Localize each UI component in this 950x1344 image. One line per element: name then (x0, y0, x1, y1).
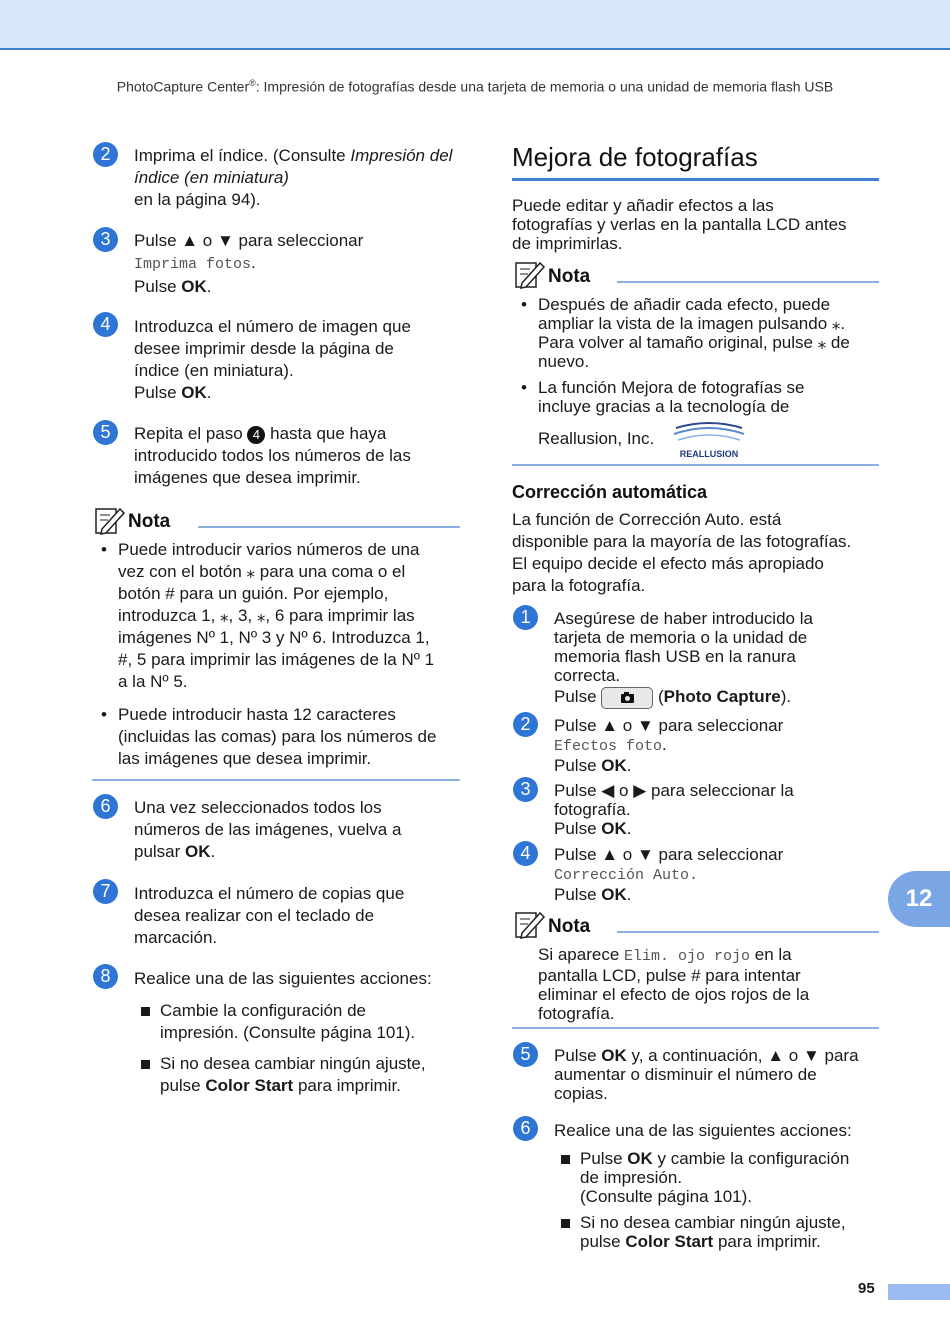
step-number: 4 (93, 312, 118, 337)
step-4-text: Pulse ▲ o ▼ para seleccionar Corrección Auto. Pulse OK. (554, 845, 784, 904)
step-number: 5 (93, 420, 118, 445)
note-pencil-icon (514, 909, 546, 944)
photo-capture-button-icon (601, 687, 653, 709)
chapter-tab: 12 (888, 871, 950, 927)
bullet-icon: • (101, 540, 107, 559)
step-number: 6 (513, 1116, 538, 1141)
square-bullet-icon (141, 1060, 150, 1069)
reallusion-text: Reallusion, Inc. (538, 429, 655, 448)
note-rule (617, 281, 879, 283)
page-number-bar (888, 1284, 950, 1300)
step-number: 3 (93, 227, 118, 252)
note-end-rule (512, 1027, 879, 1029)
intro-text: Puede editar y añadir efectos a las fotografías y verlas en la pantalla LCD antes de imprimirlas. (512, 196, 847, 253)
step-5-text: Pulse OK y, a continuación, ▲ o ▼ para aumentar o disminuir el número de copias. (554, 1046, 859, 1103)
top-band (0, 0, 950, 50)
option-item: Si no desea cambiar ningún ajuste, pulse Color Start para imprimir. (141, 1053, 461, 1097)
step-number: 4 (513, 841, 538, 866)
note-label: Nota (548, 266, 591, 287)
step-4-text: Introduzca el número de imagen que desee imprimir desde la página de índice (en miniatura). Pulse OK. (134, 317, 411, 402)
note-label: Nota (548, 916, 591, 937)
step-3-text: Pulse ◀ o ▶ para seleccionar la fotografía. Pulse OK. (554, 781, 794, 838)
bullet-icon: • (521, 378, 527, 397)
note-pencil-icon (94, 505, 126, 540)
bullet-icon: • (101, 705, 107, 724)
step-7-text: Introduzca el número de copias que desea realizar con el teclado de marcación. (134, 884, 405, 947)
reallusion-logo: REALLUSION (670, 420, 748, 456)
option-item: Si no desea cambiar ningún ajuste, pulse Color Start para imprimir. (561, 1213, 881, 1251)
square-bullet-icon (561, 1219, 570, 1228)
step-2-text: Pulse ▲ o ▼ para seleccionar Efectos foto. Pulse OK. (554, 716, 784, 775)
section-title: Mejora de fotografías (512, 142, 758, 172)
page-number: 95 (858, 1280, 875, 1297)
note-label: Nota (128, 511, 171, 532)
note-bullet-2: Puede introducir hasta 12 caracteres (incluidas las comas) para los números de las imágenes que desea imprimir. (118, 705, 437, 768)
note-end-rule (92, 779, 460, 781)
step-number: 7 (93, 879, 118, 904)
step-2-text: Imprima el índice. (Consulte Impresión del índice (en miniatura) en la página 94). (134, 146, 453, 209)
subsection-title: Corrección automática (512, 482, 708, 502)
step-1-press: Pulse (Photo Capture). (554, 686, 884, 709)
note-pencil-icon (514, 259, 546, 294)
step-number: 5 (513, 1042, 538, 1067)
option-item: Pulse OK y cambie la configuración de impresión. (Consulte página 101). (561, 1149, 881, 1206)
note-end-rule (512, 464, 879, 466)
step-6-text: Una vez seleccionados todos los números de las imágenes, vuelva a pulsar OK. (134, 798, 402, 861)
square-bullet-icon (561, 1155, 570, 1164)
step-number: 2 (513, 712, 538, 737)
step-number: 6 (93, 794, 118, 819)
step-reference-icon: 4 (247, 426, 265, 444)
subsection-text: La función de Corrección Auto. está disponible para la mayoría de las fotografías. El equipo decide el efecto más apropiado para la fotografía. (512, 510, 852, 595)
square-bullet-icon (141, 1007, 150, 1016)
step-number: 1 (513, 605, 538, 630)
step-number: 3 (513, 777, 538, 802)
bullet-icon: • (521, 295, 527, 314)
note-bullet-2: La función Mejora de fotografías se incluye gracias a la tecnología de (538, 378, 805, 416)
step-5-text: Repita el paso 4 hasta que haya introducido todos los números de las imágenes que desea imprimir. (134, 424, 411, 487)
step-number: 2 (93, 142, 118, 167)
step-number: 8 (93, 964, 118, 989)
step-1-text: Asegúrese de haber introducido la tarjeta de memoria o la unidad de memoria flash USB en la ranura correcta. (554, 609, 813, 685)
step-6-text: Realice una de las siguientes acciones: (554, 1121, 852, 1140)
note-bullet-1: Después de añadir cada efecto, puede ampliar la vista de la imagen pulsando ⁎. Para volver al tamaño original, pulse ⁎ de nuevo. (538, 295, 850, 371)
step-3-text: Pulse ▲ o ▼ para seleccionar Imprima fotos. Pulse OK. (134, 231, 364, 296)
note-bullet-1: Puede introducir varios números de una vez con el botón ⁎ para una coma o el botón # para un guión. Por ejemplo, introduzca 1, ⁎, 3, ⁎, 6 para imprimir las imágenes Nº 1, Nº 3 y Nº 6. Introduzca 1, #, 5 para imprimir las imágenes de la Nº 1 a la Nº 5. (118, 540, 435, 691)
running-header: PhotoCapture Center®: Impresión de fotografías desde una tarjeta de memoria o una unidad de memoria flash USB (116, 78, 834, 95)
note-rule (198, 526, 460, 528)
note-2-text: Si aparece Elim. ojo rojo en la pantalla LCD, pulse # para intentar eliminar el efecto de ojos rojos de la fotografía. (538, 945, 810, 1023)
step-8-text: Realice una de las siguientes acciones: (134, 969, 432, 988)
title-rule (512, 178, 879, 181)
option-item: Cambie la configuración de impresión. (Consulte página 101). (141, 1000, 461, 1044)
note-rule (617, 931, 879, 933)
